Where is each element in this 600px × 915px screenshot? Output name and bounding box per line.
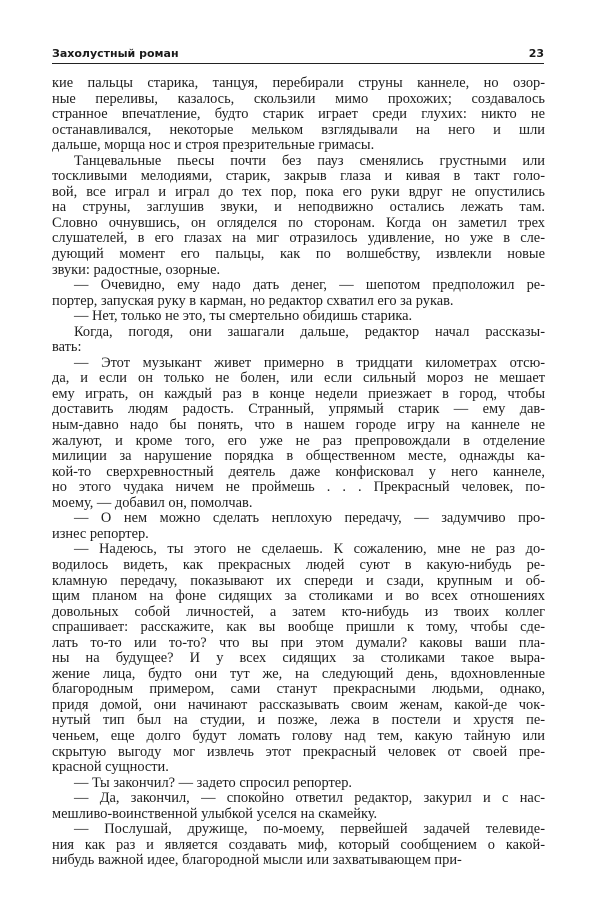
text-line: нибудь важной идее, благородной мысли или захватывающем при-	[52, 852, 462, 869]
text-line: нутый тип был на студии, и позже, лежа в постели и хрустя пе-	[52, 712, 545, 729]
text-line: слушателей, в его глазах на миг отразилось удивление, но уже в сле-	[52, 230, 545, 247]
text-line: жение лица, будто они тут же, на следующий день, вдохновленные	[52, 665, 545, 682]
text-line: — Послушай, дружище, по-моему, первейшей задачей телевиде-	[74, 821, 545, 838]
text-line: дальше, морща нос и строя презрительные гримасы.	[52, 137, 375, 154]
text-line: — Нет, только не это, ты смертельно обидишь старика.	[74, 308, 413, 325]
paragraph	[52, 511, 545, 542]
text-line: ные переливы, казалось, скользили мимо прохожих; создавалось	[52, 90, 545, 107]
text-line: лать то-то или то-то? что вы при этом думали? каковы ваши пла-	[52, 634, 545, 651]
text-line: ным-давно надо бы понять, что в нашем городе игру на каннеле не	[52, 417, 545, 434]
text-line: ны на будущее? И у всех сидящих за столиками такое выра-	[52, 650, 545, 667]
page-number: 23	[528, 47, 544, 60]
paragraph	[52, 325, 545, 356]
text-line: портер, запуская руку в карман, но редактор схватил его за рукав.	[52, 292, 454, 309]
text-line: спрашивает: расскажите, как вы вообще пришли к тому, чтобы сде-	[52, 619, 545, 636]
text-line: да, и если он только не болен, или если сильный мороз не мешает	[52, 370, 545, 387]
text-line: щим планом на фоне сидящих за столиками и во всех отношениях	[52, 588, 545, 605]
text-line: красной сущности.	[52, 759, 169, 776]
text-line: кие пальцы старика, танцуя, перебирали струны каннеле, но озор-	[52, 75, 545, 91]
text-line: ченьем, еще долго будут ломать голову над тем, какую тайную или	[52, 727, 545, 744]
text-line: довольных собой личностей, а затем кто-нибудь из твоих коллег	[52, 603, 545, 620]
text-line: останавливался, некоторые мельком взглядывали на него и шли	[52, 121, 545, 138]
text-line: — Этот музыкант живет примерно в тридцати километрах отсю-	[74, 354, 545, 371]
text-line: доставить людям радость. Странный, упрямый старик — ему дав-	[52, 401, 545, 418]
paragraph	[52, 542, 545, 775]
text-line: дующий момент его пальцы, как по волшебству, извлекли новые	[52, 246, 545, 263]
text-line: но этого чудака ничем не проймешь . . . Прекрасный человек, по-	[52, 479, 545, 496]
text-line: милиции за нарушение порядка в общественном месте, однажды ка-	[52, 448, 545, 465]
text-line: кой-то сверхревностный деятель даже конфисковал у него каннеле,	[52, 463, 545, 480]
text-line: вать:	[52, 339, 82, 356]
text-line: скрытую выгоду мог извлечь этот прекрасный человек от своей пре-	[52, 743, 545, 760]
text-line: на струны, заглушив звуки, и неподвижно остались лежать там.	[52, 199, 545, 216]
text-line: мешливо-воинственной улыбкой уселся на скамейку.	[52, 805, 378, 822]
text-line: Словно очнувшись, он огляделся по сторонам. Когда он заметил трех	[52, 214, 545, 231]
text-line: ему играть, он каждый раз в конце недели приезжает в город, чтобы	[52, 385, 545, 402]
text-line: — Очевидно, ему надо дать денег, — шепотом предположил ре-	[74, 277, 545, 294]
paragraph	[52, 154, 545, 278]
text-line: — Да, закончил, — спокойно ответил редактор, закурил и с нас-	[74, 790, 545, 807]
body-text	[52, 76, 545, 869]
text-line: изнес репортер.	[52, 525, 149, 542]
paragraph	[52, 822, 545, 869]
paragraph	[52, 776, 545, 792]
text-line: странное впечатление, будто старик играет среди глухих: никто не	[52, 106, 545, 123]
text-line: — Ты закончил? — задето спросил репортер.	[74, 774, 352, 791]
text-line: вой, все играл и играл до тех пор, пока его руки вдруг не опустились	[52, 183, 545, 200]
text-line: Танцевальные пьесы почти без пауз сменялись грустными или	[74, 152, 545, 169]
running-head-title: Захолустный роман	[52, 47, 179, 60]
paragraph	[52, 309, 545, 325]
paragraph	[52, 278, 545, 309]
text-line: — О нем можно сделать неплохую передачу, — задумчиво про-	[74, 510, 545, 527]
paragraph	[52, 76, 545, 154]
text-line: Когда, погодя, они зашагали дальше, редактор начал рассказы-	[74, 323, 545, 340]
paragraph	[52, 356, 545, 511]
text-line: благородным примером, сами станут прекрасными людьми, однако,	[52, 681, 545, 698]
text-line: придя домой, они начинают рассказывать своим женам, какой-де чок-	[52, 696, 545, 713]
text-line: водилось видеть, как прекрасных людей суют в какую-нибудь ре-	[52, 556, 545, 573]
running-head	[52, 46, 544, 64]
text-line: звуки: радостные, озорные.	[52, 261, 221, 278]
paragraph	[52, 791, 545, 822]
text-line: кламную передачу, показывают их спереди и сзади, крупным и об-	[52, 572, 545, 589]
text-line: моему, — добавил он, помолчав.	[52, 494, 253, 511]
text-line: жалуют, и кроме того, его уже не раз препровождали в отделение	[52, 432, 545, 449]
text-line: ния как раз и является создавать миф, который сообщением о какой-	[52, 836, 545, 853]
text-line: тоскливыми мелодиями, старик, закрыв глаза и кивая в такт голо-	[52, 168, 545, 185]
text-line: — Надеюсь, ты этого не сделаешь. К сожалению, мне не раз до-	[74, 541, 545, 558]
